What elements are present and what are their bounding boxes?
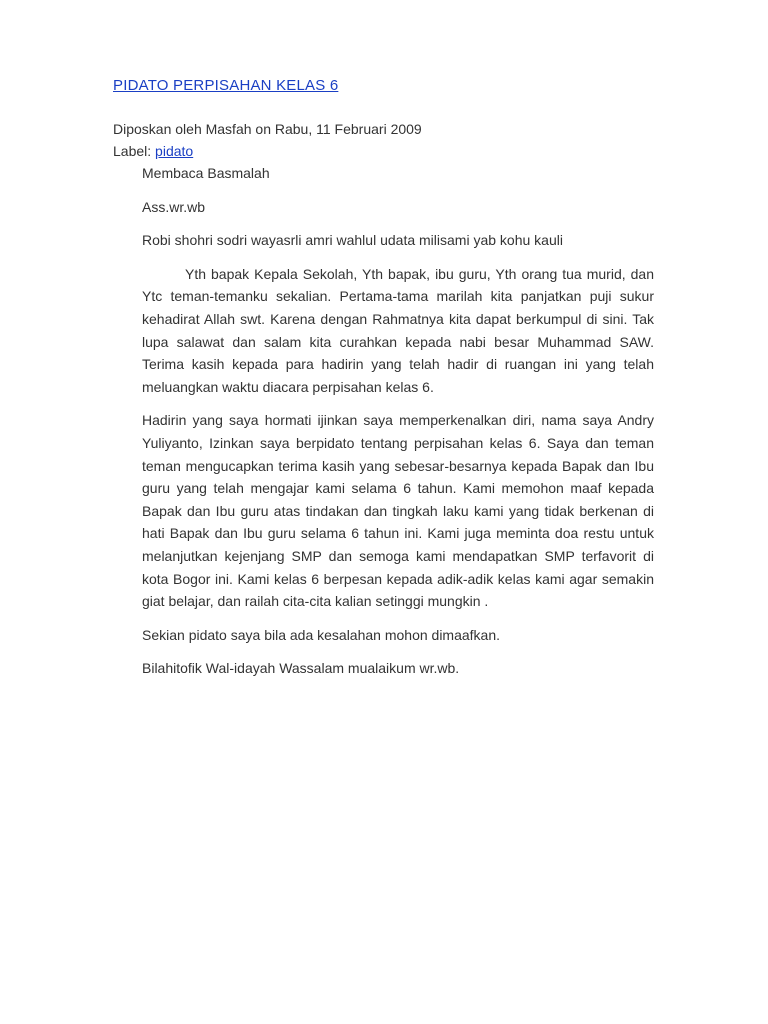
paragraph-introduction: Hadirin yang saya hormati ijinkan saya memperkenalkan diri, nama saya Andry Yuliyanto, Izinkan saya berpidato tentang perpisahan kelas 6. Saya dan teman teman mengucapkan terima kasih yang sebesar-besarnya kepada Bapak dan Ibu guru yang telah mengajar kami selama 6 tahun. Kami memohon maaf kepada Bapak dan Ibu guru atas tindakan dan tingkah laku kami yang tidak berkenan di hati Bapak dan Ibu guru selama 6 tahun ini. Kami juga meminta doa restu untuk melanjutkan kejenjang SMP dan semoga kami mendapatkan SMP terfavorit di kota Bogor ini. Kami kelas 6 berpesan kepada adik-adik kelas kami agar semakin giat belajar, dan railah cita-cita kalian setinggi mungkin . (142, 412, 654, 610)
prayer-line: Robi shohri sodri wayasrli amri wahlul udata milisami yab kohu kauli (142, 232, 563, 249)
closing-salam: Bilahitofik Wal-idayah Wassalam mualaikum wr.wb. (142, 660, 460, 677)
paragraph-salutation: Yth bapak Kepala Sekolah, Yth bapak, ibu guru, Yth orang tua murid, dan Ytc teman-temanku sekalian. Pertama-tama marilah kita panjatkan puji sukur kehadirat Allah swt. Karena dengan Rahmatnya kita dapat berkumpul di sini. Tak lupa salawat dan salam kita curahkan kepada nabi besar Muhammad SAW. Terima kasih kepada para hadirin yang telah hadir di ruangan ini yang telah meluangkan waktu diacara perpisahan kelas 6. (142, 265, 654, 395)
post-title (113, 77, 338, 94)
greeting-line: Ass.wr.wb (142, 198, 206, 215)
post-author-date: Diposkan oleh Masfah on Rabu, 11 Februari 2009 (113, 121, 422, 137)
post-title-link[interactable]: PIDATO PERPISAHAN KELAS 6 (113, 77, 339, 94)
label-prefix: Label: (113, 143, 156, 159)
post-meta (113, 118, 422, 162)
post-labels (113, 140, 422, 162)
closing-apology: Sekian pidato saya bila ada kesalahan mohon dimaafkan. (142, 626, 501, 643)
label-link-pidato[interactable]: pidato (155, 143, 194, 159)
opening-line: Membaca Basmalah (142, 165, 270, 181)
post-body (142, 162, 654, 691)
